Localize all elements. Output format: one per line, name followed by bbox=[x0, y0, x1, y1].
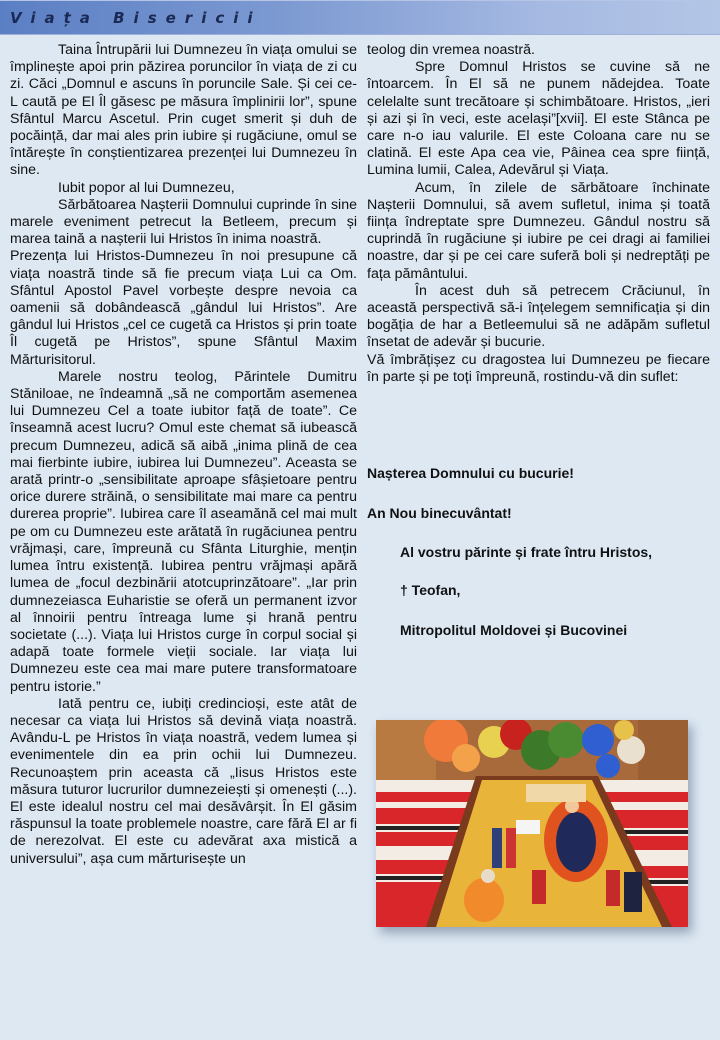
left-column bbox=[10, 42, 357, 868]
paragraph: Marele nostru teolog, Părintele Dumitru Stăniloae, ne îndeamnă „să ne comportăm asemenea lui Dumnezeu Cel a toate iubitor față de toate”. Ce înseamnă acest lucru? Omul este chemat să iubească precum Dumnezeu, adică să aibă „inima plină de cea mai fierbinte iubire, iubirea lui Dumnezeu”. Aceasta se arată printr-o „sensibilitate aproape sfâșietoare pentru orice durere străină, o sensibilitate mai mare ca pentru durerea proprie”. Iubirea care îl aseamănă cel mai mult pe om cu Dumnezeu este arătată în rugăciunea pentru vrăjmași, care, împreună cu Sfânta Liturghie, mențin lumea întru existență. Iubirea pentru vrăjmași apără lumea de „focul dezbinării atotcuprinzătoare”. „Iar prin dumnezeiasca Euharistie se oferă un permanent izvor al înnoirii pentru întreaga lume și hrană pentru societate (...). Viața lui Hristos curge în corpul social și adapă toate formele vieții sociale. Iar viața lui Dumnezeu este cea mai mare putere transformatoare pentru istorie.” bbox=[10, 368, 357, 695]
signature-title: Mitropolitul Moldovei și Bucovinei bbox=[400, 622, 628, 638]
section-title: Viața Bisericii bbox=[10, 9, 262, 27]
signature-name: † Teofan, bbox=[400, 582, 461, 598]
paragraph: Prezența lui Hristos-Dumnezeu în noi presupune că viața noastră tinde să fie precum viața Lui ca Om. Sfântul Apostol Pavel vorbește despre nevoia ca oamenii să dobândească „gândul lui Hristos”. Are gândul lui Hristos „cel ce cugetă ca Hristos și prin toate Îl cugetă pe Hristos”, spune Sfântul Maxim Mărturisitorul. bbox=[10, 248, 357, 368]
paragraph: teolog din vremea noastră. bbox=[367, 42, 535, 58]
paragraph: Spre Domnul Hristos se cuvine să ne întoarcem. În El să ne punem nădejdea. Toate celelalte sunt trecătoare și schimbătoare. Hristos, „ieri și azi și în veci, este același”[xvii]. El este Stânca pe care n-o iau valurile. El este Coloana care nu se clatină. El este Apa cea vie, Pâinea cea spre ființă, Lumina lumii, Calea, Adevărul și Viața. bbox=[367, 59, 710, 179]
nativity-icon-photo bbox=[376, 720, 688, 927]
paragraph: În acest duh să petrecem Crăciunul, în această perspectivă să-i înțelegem semnificația și din bogăția de har a Betleemului să ne adăpăm sufletul însetat de adevăr și bucurie. bbox=[367, 282, 710, 351]
section-header-band bbox=[0, 0, 720, 35]
right-column bbox=[367, 42, 710, 386]
paragraph: Iată pentru ce, iubiți credincioși, este atât de necesar ca viața lui Hristos să devină viața noastră. Avându-L pe Hristos în viața noastră, vedem lumea și evenimentele din ea prin ochii lui Dumnezeu. Recunoaștem prin aceasta că „Iisus Hristos este măsura tuturor lucrurilor dumnezeiești și omenești (...). El este idealul nostru cel mai desăvârșit. În El găsim răspunsul la toate problemele noastre, care fără El ar fi de nerezolvat. El este cu adevărat axa mistică a universului”, așa cum mărturisește un bbox=[10, 695, 357, 867]
paragraph: Acum, în zilele de sărbătoare închinate Nașterii Domnului, să avem sufletul, inima și toată ființa îndreptate spre Dumnezeu. Gândul nostru să cuprindă în rugăciune și iubire pe cei dragi ai familiei noastre, dar și pe cei care suferă boli și nedreptăți pe fața pământului. bbox=[367, 179, 710, 282]
paragraph: Taina Întrupării lui Dumnezeu în viața omului se împlinește apoi prin păzirea poruncilor în viața de zi cu zi. Căci „Domnul e ascuns în poruncile Sale. Și cei ce-L caută pe El Îl găsesc pe măsura împlinirii lor”, spune Sfântul Marcu Ascetul. Prin cuget smerit și duh de pocăință, dar mai ales prin iubire și rugăciune, omul se întărește în conștientizarea prezenței lui Dumnezeu în sine. bbox=[10, 42, 357, 179]
greeting-nativity: Nașterea Domnului cu bucurie! bbox=[367, 465, 574, 481]
paragraph: Sărbătoarea Nașterii Domnului cuprinde în sine marele eveniment petrecut la Betleem, precum și marea taină a nașterii lui Hristos în inima noastră. bbox=[10, 196, 357, 248]
nativity-icon-image bbox=[376, 720, 688, 927]
salutation: Iubit popor al lui Dumnezeu, bbox=[58, 179, 235, 196]
greeting-new-year: An Nou binecuvântat! bbox=[367, 505, 512, 521]
paragraph: Vă îmbrățișez cu dragostea lui Dumnezeu pe fiecare în parte și pe toți împreună, rostindu-vă din suflet: bbox=[367, 351, 710, 385]
signoff-line: Al vostru părinte și frate întru Hristos, bbox=[400, 544, 653, 560]
